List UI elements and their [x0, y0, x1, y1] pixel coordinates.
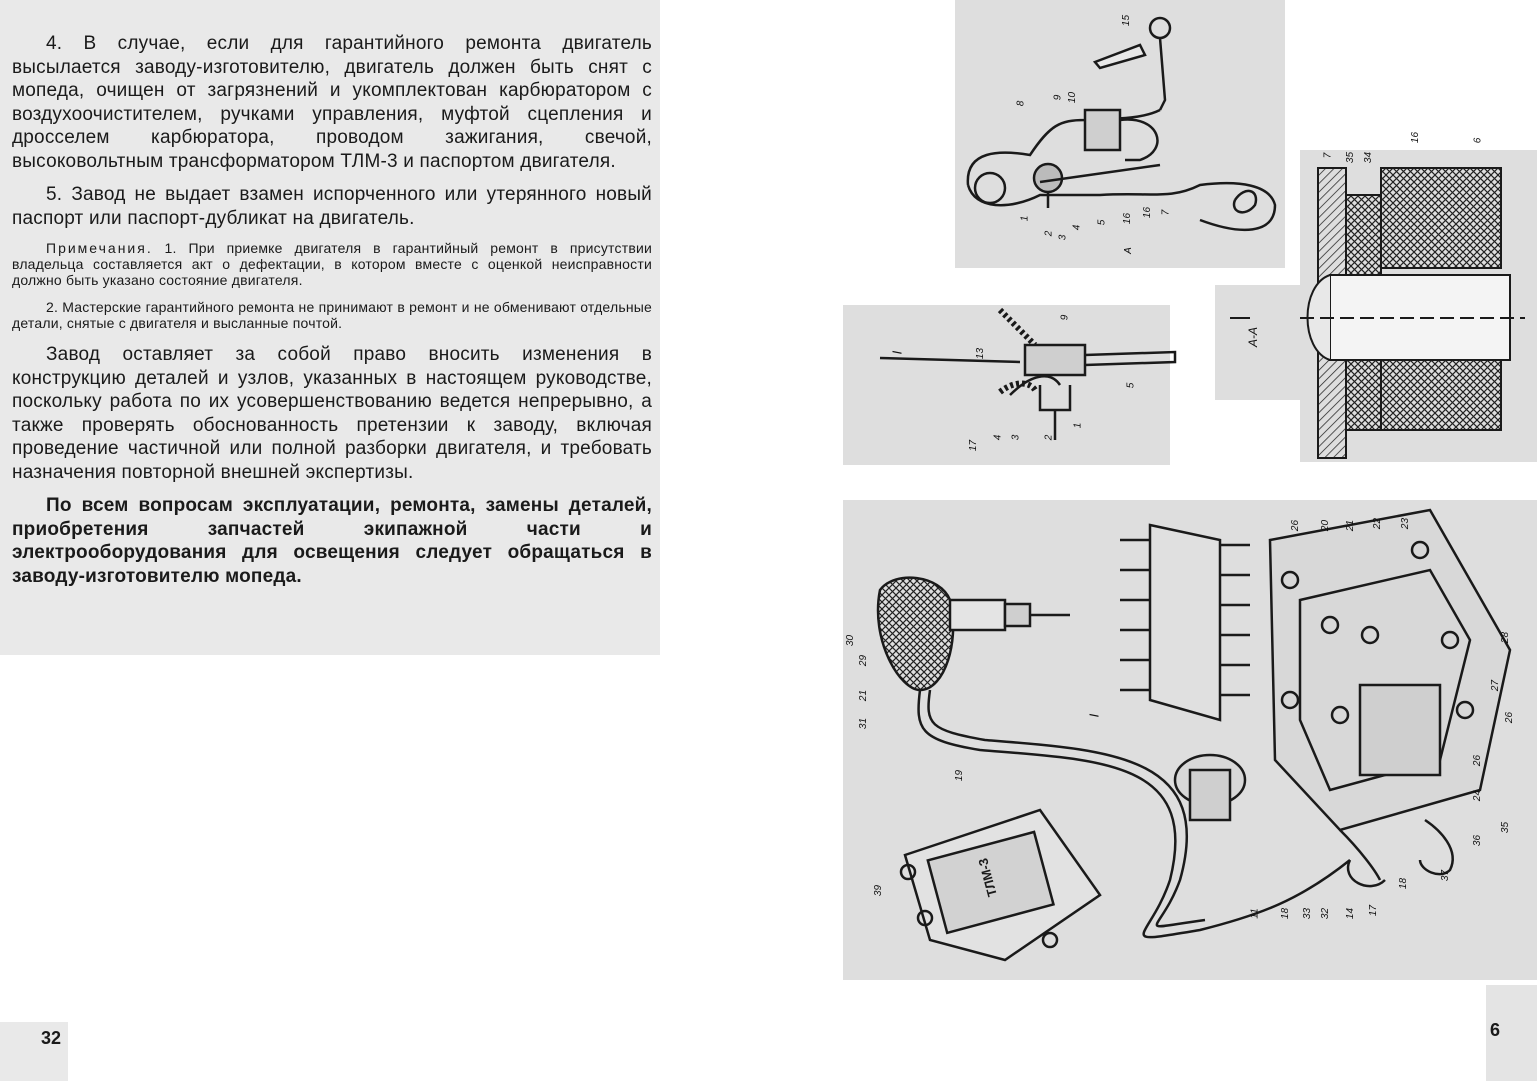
right-page-number: 9 [1490, 1019, 1501, 1039]
callout-1: 1 [1019, 215, 1031, 222]
callout-16: 16 [1122, 212, 1134, 225]
section-callout-6: 6 [1472, 137, 1484, 144]
paragraph-7: По всем вопросам эксплуатации, ремонта, замены деталей, приобретения запчастей экипажной части и электрооборудования для освещения следует обращаться в заводу-изготовителю мопеда. [12, 495, 652, 587]
callout-7: 7 [1160, 209, 1172, 216]
paragraph-4: 4. В случае, если для гарантийного ремонта двигатель высылается заводу-изготовителю, двигатель должен быть снят с мопеда, очищен от загрязнений и укомплектован карбюратором с воздухоочистителем, ручками управления, муфтой сцепления и дросселем карбюратора, проводом зажигания, свечой, высоковольтным трансформатором ТЛМ-3 и паспортом двигателя. [12, 33, 652, 172]
main-callout-18: 18 [1280, 907, 1292, 920]
main-callout-22: 22 [1372, 517, 1384, 530]
main-callout-30: 30 [845, 634, 857, 647]
callout-15: 15 [1121, 14, 1133, 27]
transformer-label: ТЛМ-3 [975, 856, 1000, 899]
note-title: Примечания. [46, 240, 153, 256]
callout-5: 5 [1096, 219, 1108, 226]
main-callout-35: 35 [1500, 821, 1512, 834]
main-callout-17: 17 [1368, 904, 1380, 917]
detail-callout-4: 4 [992, 434, 1004, 441]
section-callout-34: 34 [1363, 151, 1375, 164]
callout-a: А [1122, 247, 1134, 254]
main-callout-26c: 26 [1472, 754, 1484, 767]
detail-callout-2: 2 [1043, 434, 1055, 441]
detail-callout-13: 13 [975, 347, 987, 360]
main-callout-14: 14 [1345, 907, 1357, 920]
main-callout-28: 28 [1500, 631, 1512, 644]
callout-10: 10 [1067, 91, 1079, 104]
main-callout-32: 32 [1320, 907, 1332, 920]
section-title: А-А [1246, 326, 1261, 348]
main-callout-26: 26 [1290, 519, 1302, 532]
main-callout-39: 39 [873, 884, 885, 897]
callout-3: 3 [1057, 234, 1069, 241]
note-1-body: 1. При приемке двигателя в гарантийный ремонт в присутствии владельца составляется акт о дефектации, в котором вместе с оценкой неисправности должно быть указано состояние двигателя. [12, 240, 652, 289]
callout-8: 8 [1015, 100, 1027, 107]
section-callout-16: 16 [1410, 131, 1422, 144]
main-callout-26b: 26 [1504, 711, 1516, 724]
main-callout-21b: 21 [1345, 519, 1357, 532]
section-callout-7: 7 [1322, 152, 1334, 159]
detail-callout-9: 9 [1059, 314, 1071, 321]
callout-16b: 16 [1142, 206, 1154, 219]
main-callout-18b: 18 [1398, 877, 1410, 890]
main-callout-19: 19 [954, 769, 966, 782]
main-callout-20: 20 [1320, 519, 1332, 532]
left-page-number: 32 [41, 1028, 62, 1048]
main-callout-31: 31 [858, 717, 870, 730]
main-callout-23: 23 [1400, 517, 1412, 530]
detail-marker: I [889, 350, 905, 355]
paragraph-5: 5. Завод не выдает взамен испорченного или утерянного новый паспорт или паспорт-дубликат на двигатель. [12, 184, 652, 229]
main-callout-24: 24 [1472, 789, 1484, 802]
breaker-assembly-drawing [968, 18, 1275, 230]
main-callout-36: 36 [1472, 834, 1484, 847]
main-callout-29: 29 [858, 654, 870, 667]
callout-4: 4 [1071, 224, 1083, 231]
callout-2: 2 [1043, 230, 1055, 237]
detail-callout-3: 3 [1010, 434, 1022, 441]
engine-wiring-drawing [878, 510, 1510, 960]
detail-callout-5: 5 [1125, 382, 1137, 389]
main-marker-i: I [1086, 713, 1102, 718]
main-callout-11: 11 [1249, 908, 1261, 919]
section-callout-35: 35 [1345, 151, 1357, 164]
paragraph-6: Завод оставляет за собой право вносить изменения в конструкцию деталей и узлов, указанных в настоящем руководстве, поскольку работа по их усовершенствованию ведется непрерывно, а также проверять обоснованность претензии к заводу, включая проведение частичной или полной разборки двигателя, и требовать назначения повторной внешней экспертизы. [12, 344, 652, 483]
detail-callout-17: 17 [968, 439, 980, 452]
main-callout-21: 21 [858, 689, 870, 702]
main-callout-37: 37 [1440, 869, 1452, 882]
main-callout-27: 27 [1490, 679, 1502, 692]
detail-callout-1: 1 [1072, 422, 1084, 429]
note-2: 2. Мастерские гарантийного ремонта не принимают в ремонт и не обменивают отдельные детали, снятые с двигателя и высланные почтой. [12, 298, 652, 331]
detail-i-drawing [880, 310, 1175, 440]
main-callout-33: 33 [1302, 907, 1314, 920]
callout-9: 9 [1052, 94, 1064, 101]
